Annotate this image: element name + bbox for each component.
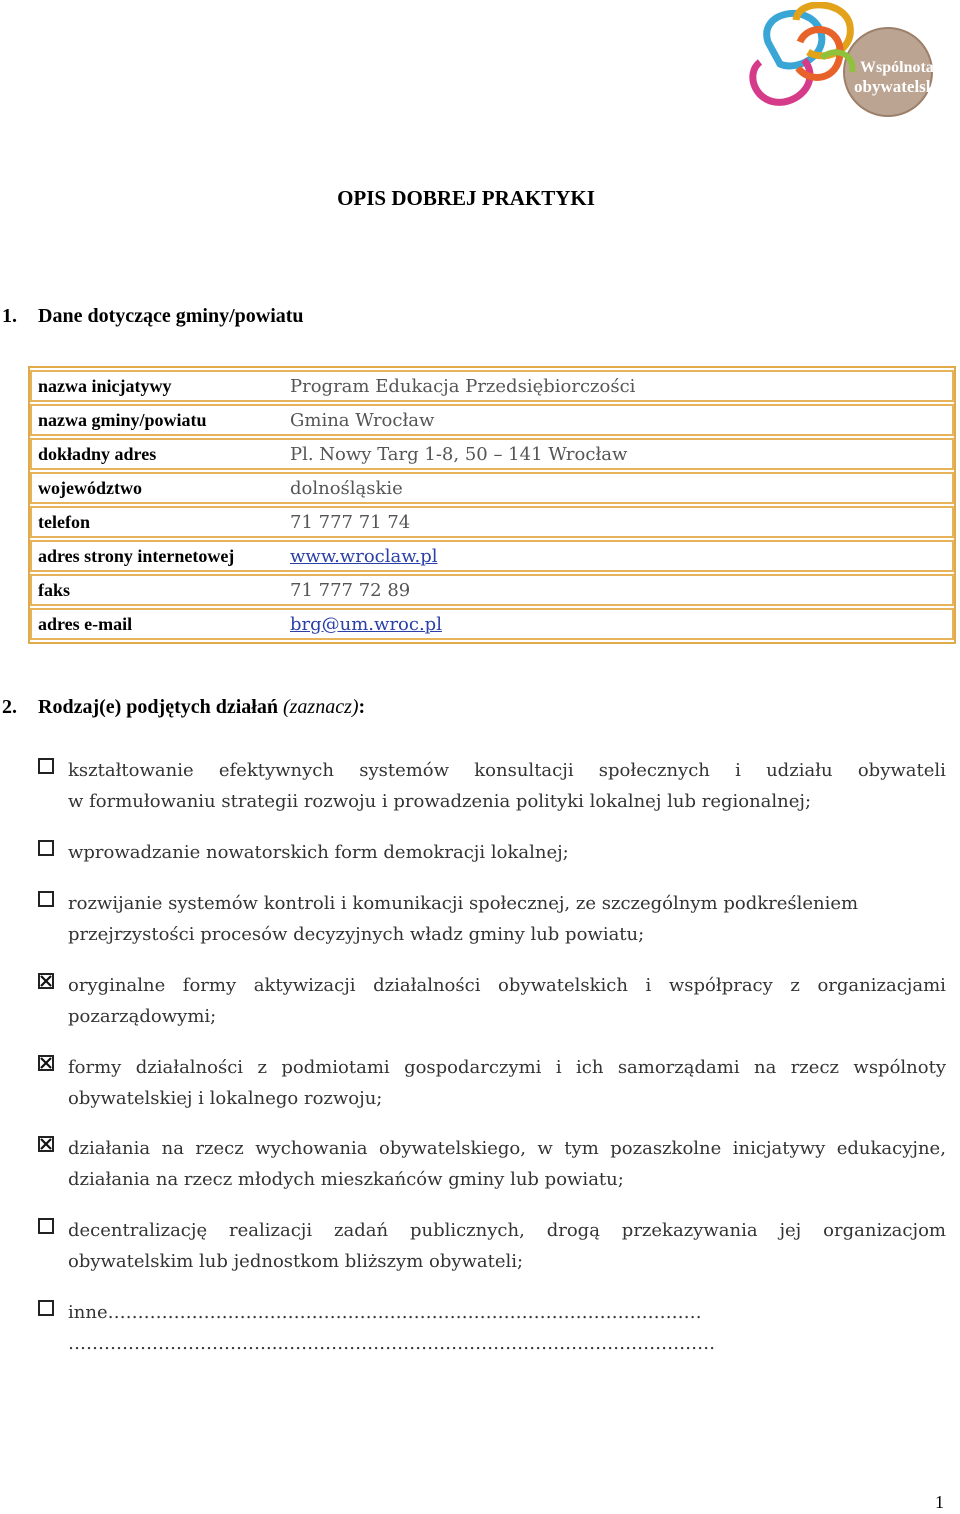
option-text-line1: wprowadzanie nowatorskich form demokracji lokalnej; xyxy=(68,842,569,863)
option-word: organizacjami xyxy=(817,975,946,996)
option-word: konsultacji xyxy=(474,760,574,781)
option-word: aktywizacji xyxy=(253,975,356,996)
section-1-number: 1. xyxy=(2,305,17,327)
option-word: udziału xyxy=(766,760,833,781)
option-word: podmiotami xyxy=(281,1057,390,1078)
option-word: w xyxy=(537,1138,553,1159)
option-word: formy xyxy=(68,1057,122,1078)
checkmark-x-icon xyxy=(40,1057,52,1069)
row-value: Gmina Wrocław xyxy=(276,404,954,436)
table-row xyxy=(30,608,954,640)
row-value: Pl. Nowy Targ 1-8, 50 – 141 Wrocław xyxy=(276,438,954,470)
row-value: dolnośląskie xyxy=(276,472,954,504)
option-word: ich xyxy=(575,1057,604,1078)
row-label: nazwa gminy/powiatu xyxy=(30,404,276,436)
option-word: z xyxy=(257,1057,267,1078)
option-text-line2: obywatelskiej i lokalnego rozwoju; xyxy=(68,1088,383,1109)
checkbox[interactable] xyxy=(38,891,54,907)
option-word: współpracy xyxy=(668,975,773,996)
checkmark-x-icon xyxy=(40,975,52,987)
logo-line1: Wspólnota xyxy=(860,59,934,76)
row-label: adres strony internetowej xyxy=(30,540,276,572)
table-row xyxy=(30,506,954,538)
municipality-info-table xyxy=(28,366,956,644)
section-1-heading xyxy=(2,305,304,328)
other-input-line2[interactable]: ……………………………...……………………………………………………………… xyxy=(68,1333,716,1354)
row-value: 71 777 71 74 xyxy=(276,506,954,538)
option-word: rzecz xyxy=(790,1057,840,1078)
section-2-colon: : xyxy=(358,696,366,718)
row-value: Program Edukacja Przedsiębiorczości xyxy=(276,370,954,402)
option-word: działalności xyxy=(373,975,481,996)
option-item xyxy=(38,1133,946,1195)
option-word: publicznych, xyxy=(409,1220,525,1241)
row-value: 71 777 72 89 xyxy=(276,574,954,606)
option-word: gospodarczymi xyxy=(404,1057,542,1078)
wspolnota-obywatelska-logo xyxy=(738,2,948,120)
option-word: inicjatywy xyxy=(732,1138,826,1159)
option-word: drogą xyxy=(546,1220,600,1241)
option-word: oryginalne xyxy=(68,975,166,996)
option-word: jej xyxy=(779,1220,802,1241)
section-2-heading xyxy=(2,696,365,719)
option-word: obywatelskiego, xyxy=(378,1138,526,1159)
table-row xyxy=(30,472,954,504)
checkbox[interactable] xyxy=(38,1136,54,1152)
website-link[interactable]: www.wroclaw.pl xyxy=(290,545,438,567)
section-1-title: Dane dotyczące gminy/powiatu xyxy=(38,305,304,327)
other-input-line1[interactable]: inne……………………………………………………………………………………… xyxy=(68,1302,702,1323)
option-item xyxy=(38,1052,946,1114)
option-word: wspólnoty xyxy=(853,1057,946,1078)
option-item xyxy=(38,888,946,950)
table-row xyxy=(30,438,954,470)
option-word: obywatelskich xyxy=(498,975,628,996)
option-item xyxy=(38,755,946,817)
option-text-line1 xyxy=(68,755,946,786)
option-word: rzecz xyxy=(195,1138,244,1159)
table-row xyxy=(30,370,954,402)
option-word: pozaszkolne xyxy=(610,1138,722,1159)
section-2-hint: (zaznacz) xyxy=(282,696,359,718)
document-title: OPIS DOBREJ PRAKTYKI xyxy=(337,186,595,210)
checkbox[interactable] xyxy=(38,973,54,989)
option-word: i xyxy=(735,760,741,781)
option-word: przekazywania xyxy=(621,1220,758,1241)
table-row xyxy=(30,404,954,436)
row-label: telefon xyxy=(30,506,276,538)
option-text-line2: w formułowaniu strategii rozwoju i prowadzenia polityki lokalnej lub regionalnej; xyxy=(68,791,812,812)
option-word: działania xyxy=(68,1138,151,1159)
checkbox[interactable] xyxy=(38,758,54,774)
option-word: z xyxy=(790,975,800,996)
option-text-line2: przejrzystości procesów decyzyjnych władz gminy lub powiatu; xyxy=(68,924,645,945)
option-text-line1 xyxy=(68,1215,946,1246)
row-label: dokładny adres xyxy=(30,438,276,470)
row-label: faks xyxy=(30,574,276,606)
option-word: tym xyxy=(564,1138,599,1159)
checkbox[interactable] xyxy=(38,1055,54,1071)
option-word: realizacji xyxy=(229,1220,313,1241)
section-2-title: Rodzaj(e) podjętych działań xyxy=(38,696,278,718)
option-text-line1 xyxy=(68,1052,946,1083)
option-word: społecznych xyxy=(598,760,710,781)
checkmark-x-icon xyxy=(40,1138,52,1150)
option-word: samorządami xyxy=(617,1057,740,1078)
section-2-number: 2. xyxy=(2,696,17,718)
option-item xyxy=(38,1215,946,1277)
option-word: zadań xyxy=(334,1220,389,1241)
option-item-other xyxy=(38,1297,946,1359)
option-word: na xyxy=(161,1138,184,1159)
option-word: systemów xyxy=(359,760,450,781)
option-word: obywateli xyxy=(857,760,946,781)
page-number: 1 xyxy=(935,1492,944,1512)
option-text-line2: działania na rzecz młodych mieszkańców gminy lub powiatu; xyxy=(68,1169,624,1190)
table-row xyxy=(30,540,954,572)
row-label: adres e-mail xyxy=(30,608,276,640)
row-label: województwo xyxy=(30,472,276,504)
option-text-line2: obywatelskim lub jednostkom bliższym obywateli; xyxy=(68,1251,524,1272)
checkbox[interactable] xyxy=(38,1300,54,1316)
checkbox[interactable] xyxy=(38,1218,54,1234)
option-word: kształtowanie xyxy=(68,760,194,781)
option-item xyxy=(38,837,946,868)
option-text-line1 xyxy=(68,1133,946,1164)
option-word: i xyxy=(645,975,652,996)
email-link[interactable]: brg@um.wroc.pl xyxy=(290,613,442,635)
option-word: edukacyjne, xyxy=(836,1138,946,1159)
row-label: nazwa inicjatywy xyxy=(30,370,276,402)
option-word: efektywnych xyxy=(218,760,334,781)
logo-line2: obywatelska xyxy=(854,77,944,96)
option-item xyxy=(38,970,946,1032)
table-row xyxy=(30,574,954,606)
option-word: działalności xyxy=(135,1057,244,1078)
row-value xyxy=(276,608,954,640)
option-word: na xyxy=(753,1057,777,1078)
checkbox[interactable] xyxy=(38,840,54,856)
option-word: organizacjom xyxy=(823,1220,946,1241)
option-text-line1: rozwijanie systemów kontroli i komunikacji społecznej, ze szczególnym podkreśleniem xyxy=(68,893,859,914)
row-value xyxy=(276,540,954,572)
option-word: decentralizację xyxy=(68,1220,208,1241)
option-word: formy xyxy=(182,975,237,996)
option-word: wychowania xyxy=(255,1138,368,1159)
option-word: i xyxy=(555,1057,562,1078)
option-text-line1 xyxy=(68,970,946,1001)
option-text-line2: pozarządowymi; xyxy=(68,1006,217,1027)
